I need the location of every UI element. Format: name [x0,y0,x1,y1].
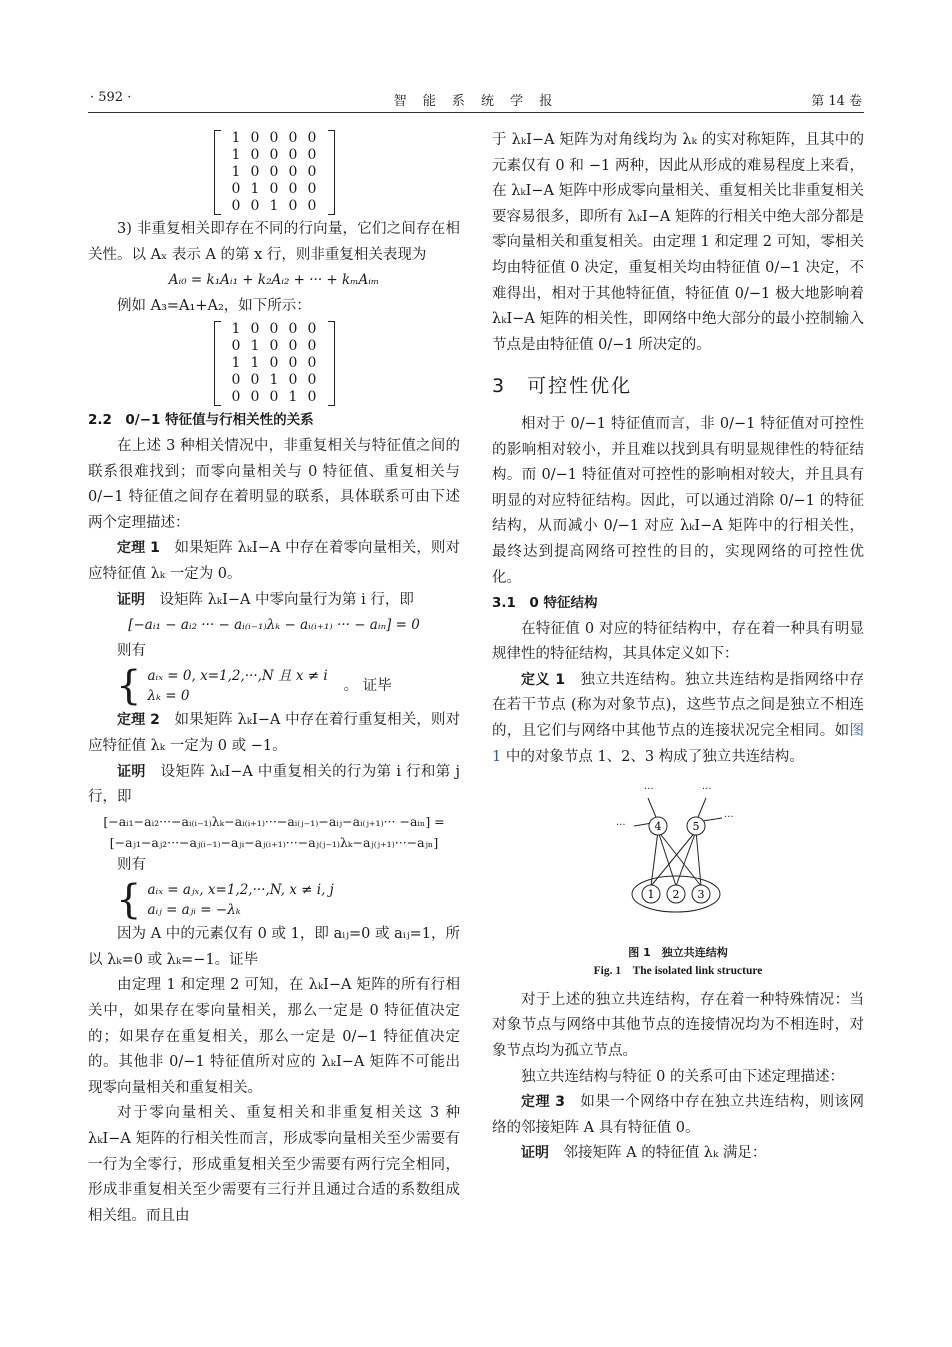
matrix-cell: 1 [288,389,298,406]
matrix-cell: 0 [288,130,298,146]
paragraph: 对于零向量相关、重复相关和非重复相关这 3 种 λₖI−A 矩阵的行相关性而言，形成零向量相关至少需要有一行为全零行，形成重复相关至少需要有两行完全相同，形成非重复相关至少需要有三行并且通过合适的系数组成相关组。而且由 [88,1105,460,1224]
figure-caption-en: Fig. 1 The isolated link structure [593,964,763,977]
matrix-cell: 0 [307,321,317,338]
proof-2: 证明 设矩阵 λₖI−A 中重复相关的行为第 i 行和第 j 行，即 [88,763,460,806]
matrix-nonrepeat [88,321,460,406]
matrix-cell: 0 [231,389,241,406]
paragraph: 由定理 1 和定理 2 可知，在 λₖI−A 矩阵的所有行相关中，如果存在零向量相关，那么一定是 0 特征值决定的；如果存在重复相关，那么一定是 0/−1 特征值决定的。其他非 0/−1 特征值所对应的 λₖI−A 矩阵不可能出现零向量相关和重复相关。 [88,977,460,1096]
figure-caption-cn: 图 1 独立共连结构 [628,945,728,959]
node-label: 2 [672,888,680,902]
matrix-cell: 0 [269,338,279,355]
matrix-cell: 0 [250,372,260,389]
matrix-cell: 0 [307,355,317,372]
matrix-cell: 1 [231,130,241,146]
matrix-cell: 0 [231,198,241,214]
matrix-cell: 0 [288,355,298,372]
ellipsis-label: ··· [644,784,654,796]
matrix-cell: 0 [288,164,298,180]
matrix-cell: 0 [269,355,279,372]
proof-3: 证明 邻接矩阵 A 的特征值 λₖ 满足： [521,1145,767,1162]
matrix-zero-vector [88,130,460,215]
case-equation-1: { aᵢₓ = 0, x=1,2,···,N 且 x ≠ i λₖ = 0 。 证毕 [116,663,392,710]
ellipsis-label: ··· [702,784,712,796]
journal-title: 智 能 系 统 学 报 [393,94,559,109]
matrix-cell: 1 [269,198,279,214]
case-equation-2: { aᵢₓ = aⱼₓ, x=1,2,···,N, x ≠ i, j aᵢⱼ = aⱼᵢ = −λₖ [116,877,334,924]
matrix-cell: 0 [288,321,298,338]
page-number: · 592 · [90,90,132,105]
paragraph: 于 λₖI−A 矩阵为对角线均为 λₖ 的实对称矩阵，且其中的元素仅有 0 和 −1 两种，因此从形成的难易程度上来看，在 λₖI−A 矩阵中形成零向量相关、重复相关比非重复相关要容易很多，即所有 λₖI−A 矩阵的行相关中绝大部分都是零向量相关和重复相关。由定理 1 和定理 2 可知，零相关均由特征值 0 决定，重复相关均由特征值 0/−1 决定，不难得出，相对于其他特征值，特征值 0/−1 极大地影响着 λₖI−A 矩阵的相关性，即网络中绝大部分的最小控制输入节点是由特征值 0/−1 所决定的。 [492,132,864,353]
subsection-heading: 3.1 0 特征结构 [492,595,598,612]
matrix-cell: 1 [231,164,241,180]
matrix-cell: 0 [269,321,279,338]
matrix-cell: 0 [288,338,298,355]
matrix-cell: 0 [250,147,260,163]
paragraph: 则有 [117,856,146,873]
section-heading: 3 可控性优化 [492,375,633,398]
matrix-cell: 1 [250,181,260,197]
matrix-cell: 0 [250,198,260,214]
paragraph: 则有 [117,642,146,659]
paragraph: 3) 非重复相关即存在不同的行向量，它们之间存在相关性。以 Aₓ 表示 A 的第 x 行，则非重复相关表现为 [88,221,460,263]
matrix-cell: 0 [231,181,241,197]
paragraph: 独立共连结构与特征 0 的关系可由下述定理描述： [521,1068,844,1085]
matrix-cell: 0 [269,147,279,163]
volume-label: 第 14 卷 [811,94,862,109]
matrix-table [227,130,322,215]
matrix-cell: 0 [307,389,317,406]
matrix-cell: 0 [307,198,317,214]
matrix-cell: 0 [269,389,279,406]
matrix-cell: 0 [288,181,298,197]
node-label: 1 [647,888,655,902]
paragraph: 对于上述的独立共连结构，存在着一种特殊情况：当对象节点与网络中其他节点的连接情况均为不相连时，对象节点均为孤立节点。 [492,991,864,1060]
node-label: 4 [654,820,662,834]
matrix-cell: 0 [307,164,317,180]
matrix-cell: 0 [269,181,279,197]
equation: [−aᵢ₁ − aᵢ₂ ··· − aᵢ₍ᵢ₋₁₎λₖ − aᵢ₍ᵢ₊₁₎ ··· − aᵢₙ] = 0 [128,617,420,634]
paragraph: 在特征值 0 对应的特征结构中，存在着一种具有明显规律性的特征结构，其具体定义如下： [492,620,864,663]
paragraph: 因为 A 中的元素仅有 0 或 1，即 aᵢⱼ=0 或 aᵢⱼ=1，所以 λₖ=0 或 λₖ=−1。证毕 [88,926,460,968]
matrix-cell: 1 [231,321,241,338]
matrix-cell: 0 [307,130,317,146]
matrix-cell: 0 [288,147,298,163]
matrix-cell: 1 [231,355,241,372]
paragraph: 相对于 0/−1 特征值而言，非 0/−1 特征值对可控性的影响相对较小，并且难以找到具有明显规律性的特征结构。而 0/−1 特征值对可控性的影响相对较大，并且具有明显的对应特征结构。因此，可以通过消除 0/−1 的特征结构，从而减小 0/−1 对应 λₖI−A 矩阵中的行相关性，最终达到提高网络可控性的目的，实现网络的可控性优化。 [492,415,864,586]
page-header [88,88,864,113]
matrix-cell: 1 [269,372,279,389]
paragraph: 例如 A₃=A₁+A₂，如下所示： [117,297,311,314]
equation: [−aᵢ₁−aᵢ₂···−aᵢ₍ᵢ₋₁₎λₖ−aᵢ₍ᵢ₊₁₎···−aᵢ₍ⱼ₋₁₎−aᵢⱼ−aᵢ₍ⱼ₊₁₎··· −aᵢₙ] = [103,813,445,829]
matrix-cell: 0 [307,181,317,197]
isolated-link-structure-diagram [492,778,864,928]
matrix-cell: 1 [250,355,260,372]
theorem-1: 定理 1 如果矩阵 λₖI−A 中存在着零向量相关，则对应特征值 λₖ 一定为 0。 [88,540,460,582]
matrix-cell: 1 [250,338,260,355]
matrix-cell: 0 [288,198,298,214]
matrix-cell: 0 [307,372,317,389]
matrix-cell: 0 [307,147,317,163]
matrix-cell: 0 [250,321,260,338]
matrix-cell: 0 [250,389,260,406]
right-column [492,128,864,1167]
matrix-cell: 0 [231,338,241,355]
left-column [88,128,460,1229]
equation: [−aⱼ₁−aⱼ₂···−aⱼ₍ᵢ₋₁₎−aⱼᵢ−aⱼ₍ᵢ₊₁₎···−aⱼ₍ⱼ₋₁₎λₖ−aⱼ₍ⱼ₊₁₎···−aⱼₙ] [109,834,439,850]
figure-1-link[interactable]: 图 1 [492,723,864,765]
matrix-cell: 0 [307,338,317,355]
matrix-cell: 0 [269,130,279,146]
definition-1: 定义 1 独立共连结构。独立共连结构是指网络中存在若干节点 (称为对象节点)，这些节点之间是独立不相连的，且它们与网络中其他节点的连接状况完全相同。如图 1 中的对象节点 1、2、3 构成了独立共连结构。 [492,671,864,765]
node-label: 5 [692,820,700,834]
theorem-2: 定理 2 如果矩阵 λₖI−A 中存在着行重复相关，则对应特征值 λₖ 一定为 0 或 −1。 [88,712,460,754]
node-label: 3 [697,888,705,902]
matrix-cell: 0 [250,164,260,180]
ellipsis-label: ··· [616,820,626,832]
theorem-3: 定理 3 如果一个网络中存在独立共连结构，则该网络的邻接矩阵 A 具有特征值 0。 [492,1094,864,1136]
matrix-cell: 0 [231,372,241,389]
subsection-heading: 2.2 0/−1 特征值与行相关性的关系 [88,412,314,429]
ellipsis-label: ··· [724,812,734,824]
matrix-cell: 0 [250,130,260,146]
proof-1: 证明 设矩阵 λₖI−A 中零向量行为第 i 行，即 [117,591,414,608]
equation: Aᵢ₀ = k₁Aᵢ₁ + k₂Aᵢ₂ + ··· + kₘAᵢₘ [168,272,380,289]
paragraph: 在上述 3 种相关情况中，非重复相关与特征值之间的联系很难找到；而零向量相关与 0 特征值、重复相关与 0/−1 特征值之间存在着明显的联系，具体联系可由下述两个定理描述： [88,437,460,531]
matrix-cell: 0 [288,372,298,389]
matrix-cell: 0 [269,164,279,180]
matrix-table [227,321,322,406]
figure-1 [492,778,864,980]
matrix-cell: 1 [231,147,241,163]
